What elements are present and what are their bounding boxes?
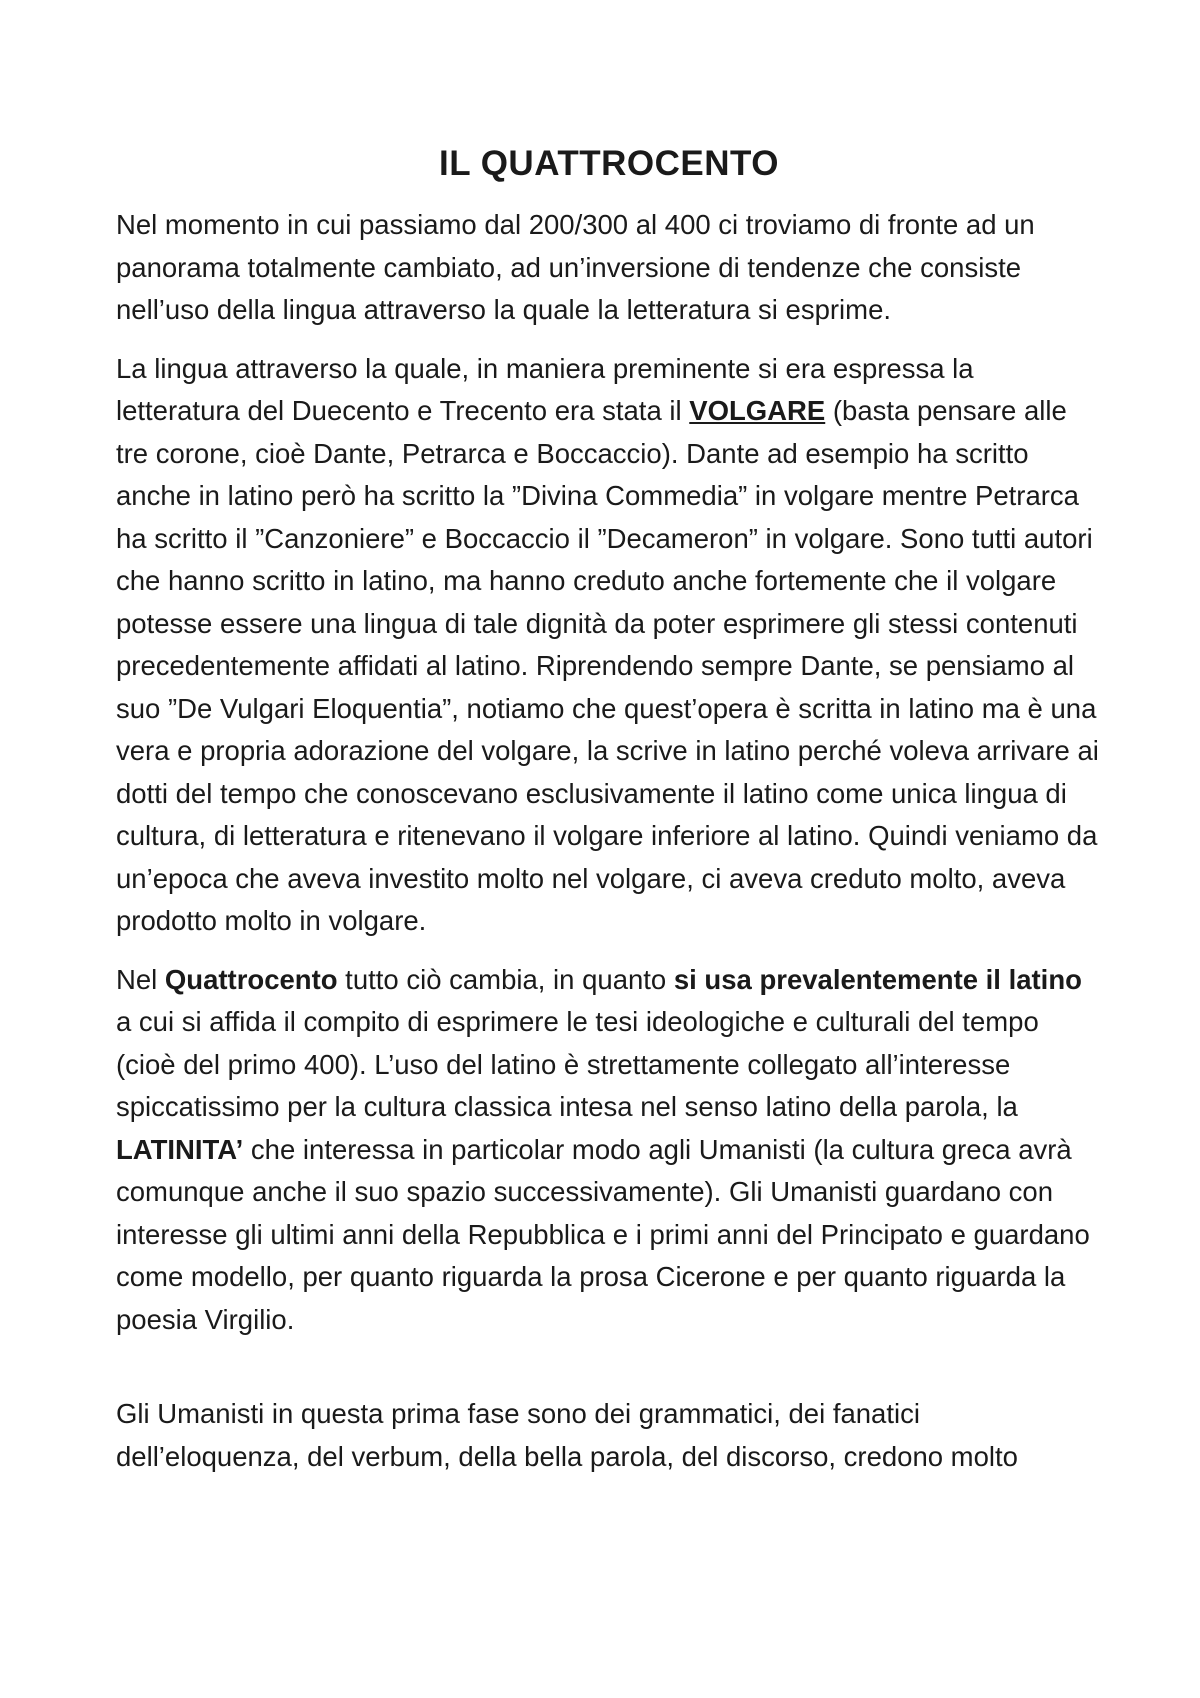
paragraph-3-text-1: Nel	[116, 963, 165, 995]
quattrocento-term: Quattrocento	[164, 963, 338, 995]
paragraph-3-text-2: tutto ciò cambia, in quanto	[337, 963, 674, 995]
paragraph-3	[116, 959, 1102, 1342]
paragraph-3-text-4: che interessa in particolar modo agli Umanisti (la cultura greca avrà comunque anche il suo spazio successivamente). Gli Umanisti guardano con interesse gli ultimi anni della Repubblica e i primi anni del Principato e guardano come modello, per quanto riguarda la prosa Cicerone e per quanto riguarda la poesia Virgilio.	[116, 1133, 1090, 1335]
document-title: IL QUATTROCENTO	[439, 144, 779, 183]
paragraph-4: Gli Umanisti in questa prima fase sono dei grammatici, dei fanatici dell’eloquenza, del verbum, della bella parola, del discorso, credono molto	[116, 1398, 1018, 1472]
paragraph-2-text-b: (basta pensare alle tre corone, cioè Dante, Petrarca e Boccaccio). Dante ad esempio ha scritto anche in latino però ha scritto la ”Divina Commedia” in volgare mentre Petrarca ha scritto il ”Canzoniere” e Boccaccio il ”Decameron” in volgare. Sono tutti autori che hanno scritto in latino, ma hanno creduto anche fortemente che il volgare potesse essere una lingua di tale dignità da poter esprimere gli stessi contenuti precedentemente affidati al latino. Riprendendo sempre Dante, se pensiamo al suo ”De Vulgari Eloquentia”, notiamo che quest’opera è scritta in latino ma è una vera e propria adorazione del volgare, la scrive in latino perché voleva arrivare ai dotti del tempo che conoscevano esclusivamente il latino come unica lingua di cultura, di letteratura e ritenevano il volgare inferiore al latino. Quindi veniamo da un’epoca che aveva investito molto nel volgare, ci aveva creduto molto, aveva prodotto molto in volgare.	[116, 395, 1099, 936]
paragraph-3-text-3: a cui si affida il compito di esprimere le tesi ideologiche e culturali del tempo (cioè del primo 400). L’uso del latino è strettamente collegato all’interesse spiccatissimo per la cultura classica intesa nel senso latino della parola, la	[116, 1006, 1039, 1122]
paragraph-2-text-a: La lingua attraverso la quale, in maniera preminente si era espressa la letteratura del Duecento e Trecento era stata il	[116, 352, 974, 426]
document-page	[116, 138, 1102, 1494]
latinita-term: LATINITA’	[116, 1133, 244, 1165]
paragraph-1: Nel momento in cui passiamo dal 200/300 al 400 ci troviamo di fronte ad un panorama totalmente cambiato, ad un’inversione di tendenze che consiste nell’uso della lingua attraverso la quale la letteratura si esprime.	[116, 209, 1035, 325]
latino-emphasis: si usa prevalentemente il latino	[673, 963, 1082, 995]
paragraph-2	[116, 348, 1102, 943]
volgare-term: VOLGARE	[689, 395, 826, 426]
